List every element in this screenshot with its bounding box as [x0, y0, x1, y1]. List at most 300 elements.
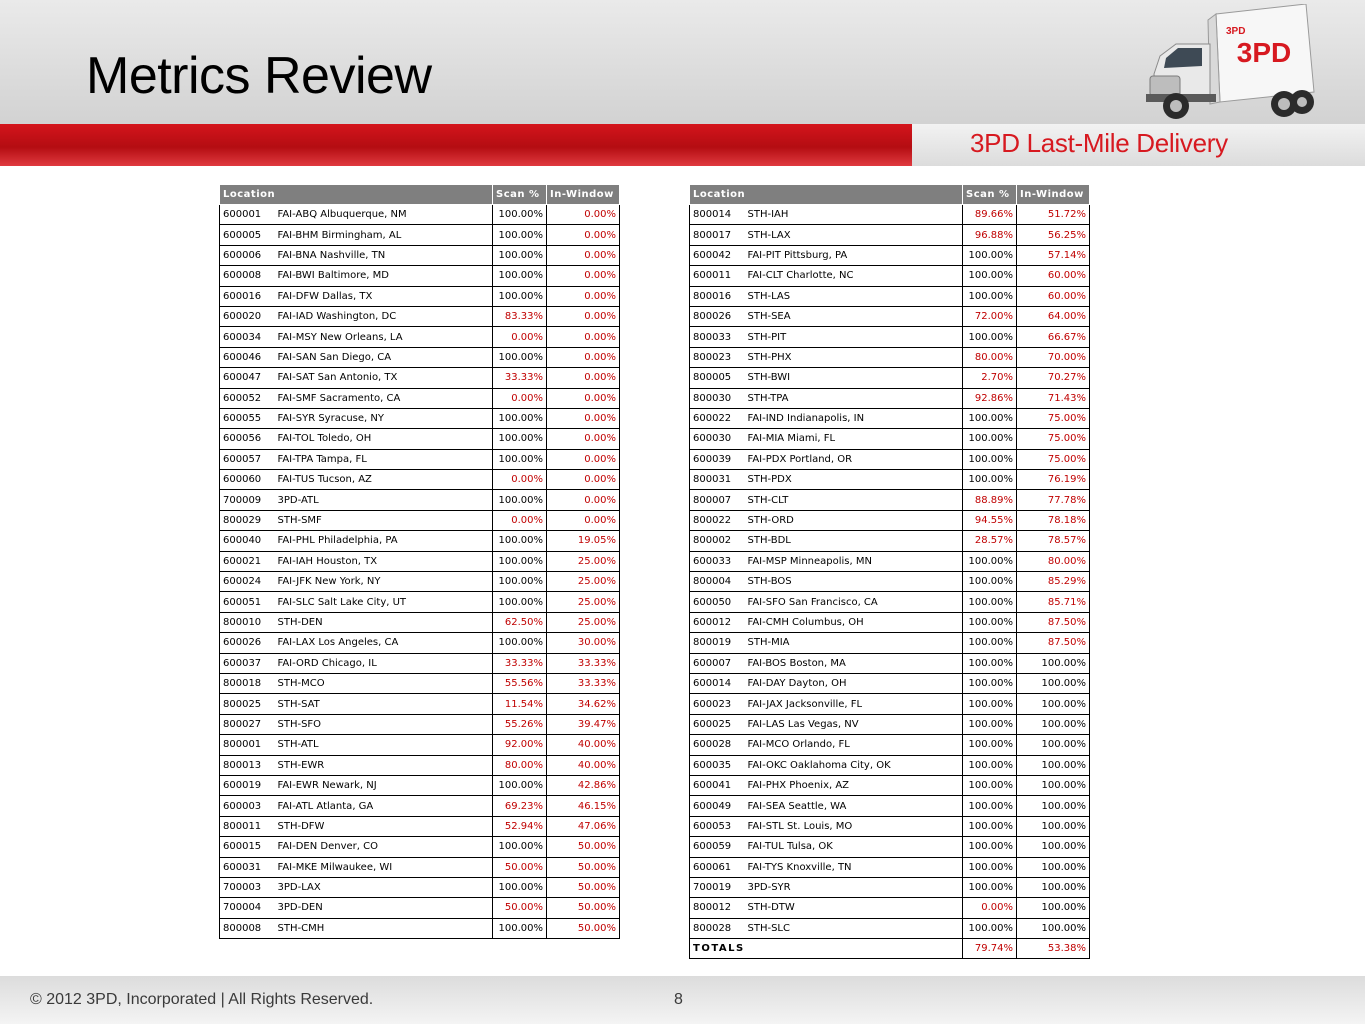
in-window-cell: 0.00% — [547, 286, 620, 306]
location-name-cell: FAI-CLT Charlotte, NC — [745, 266, 963, 286]
location-code-cell: 600059 — [690, 837, 745, 857]
location-code-cell: 600007 — [690, 653, 745, 673]
location-name-cell: STH-DFW — [275, 816, 493, 836]
location-code-cell: 600033 — [690, 551, 745, 571]
in-window-cell: 100.00% — [1017, 877, 1090, 897]
in-window-cell: 25.00% — [547, 592, 620, 612]
scan-percent-cell: 28.57% — [963, 531, 1017, 551]
location-name-cell: FAI-MKE Milwaukee, WI — [275, 857, 493, 877]
scan-header: Scan % — [963, 185, 1017, 205]
location-code-cell: 800017 — [690, 225, 745, 245]
location-name-cell: FAI-MIA Miami, FL — [745, 429, 963, 449]
location-code-cell: 600046 — [220, 347, 275, 367]
location-name-cell: FAI-SAN San Diego, CA — [275, 347, 493, 367]
table-row — [220, 898, 620, 918]
table-row — [690, 918, 1090, 938]
metrics-table-right — [689, 184, 1090, 959]
scan-percent-cell: 0.00% — [493, 388, 547, 408]
location-code-cell: 600025 — [690, 714, 745, 734]
location-code-cell: 800002 — [690, 531, 745, 551]
scan-percent-cell: 100.00% — [963, 592, 1017, 612]
in-window-cell: 50.00% — [547, 877, 620, 897]
table-row — [220, 857, 620, 877]
location-name-cell: FAI-ORD Chicago, IL — [275, 653, 493, 673]
in-window-cell: 56.25% — [1017, 225, 1090, 245]
in-window-cell: 100.00% — [1017, 898, 1090, 918]
in-window-cell: 70.27% — [1017, 368, 1090, 388]
table-row — [220, 755, 620, 775]
in-window-cell: 50.00% — [547, 837, 620, 857]
scan-percent-cell: 100.00% — [493, 490, 547, 510]
table-row — [220, 612, 620, 632]
in-window-cell: 0.00% — [547, 408, 620, 428]
table-row — [690, 490, 1090, 510]
in-window-cell: 100.00% — [1017, 714, 1090, 734]
location-code-cell: 600016 — [220, 286, 275, 306]
scan-percent-cell: 100.00% — [493, 775, 547, 795]
location-code-cell: 600056 — [220, 429, 275, 449]
in-window-cell: 19.05% — [547, 531, 620, 551]
location-code-cell: 600012 — [690, 612, 745, 632]
location-name-cell: STH-SMF — [275, 510, 493, 530]
location-name-cell: FAI-LAS Las Vegas, NV — [745, 714, 963, 734]
location-code-cell: 800030 — [690, 388, 745, 408]
in-window-cell: 33.33% — [547, 673, 620, 693]
in-window-cell: 25.00% — [547, 572, 620, 592]
table-row — [690, 653, 1090, 673]
in-window-cell: 39.47% — [547, 714, 620, 734]
in-window-cell: 100.00% — [1017, 918, 1090, 938]
table-row — [690, 449, 1090, 469]
svg-text:3PD: 3PD — [1236, 37, 1292, 68]
in-window-cell: 0.00% — [547, 490, 620, 510]
totals-label: TOTALS — [690, 939, 963, 959]
table-row — [690, 877, 1090, 897]
table-row — [220, 286, 620, 306]
scan-percent-cell: 100.00% — [493, 347, 547, 367]
location-name-cell: STH-BDL — [745, 531, 963, 551]
location-name-cell: FAI-TYS Knoxville, TN — [745, 857, 963, 877]
location-name-cell: STH-SFO — [275, 714, 493, 734]
location-name-cell: FAI-DAY Dayton, OH — [745, 673, 963, 693]
location-name-cell: FAI-SMF Sacramento, CA — [275, 388, 493, 408]
in-window-cell: 100.00% — [1017, 816, 1090, 836]
table-row — [690, 531, 1090, 551]
table-row — [220, 327, 620, 347]
location-code-cell: 600022 — [690, 408, 745, 428]
scan-percent-cell: 100.00% — [493, 245, 547, 265]
scan-percent-cell: 0.00% — [493, 470, 547, 490]
scan-percent-cell: 100.00% — [963, 714, 1017, 734]
in-window-cell: 0.00% — [547, 327, 620, 347]
in-window-cell: 80.00% — [1017, 551, 1090, 571]
location-code-cell: 600028 — [690, 735, 745, 755]
location-code-cell: 600041 — [690, 775, 745, 795]
in-window-cell: 100.00% — [1017, 694, 1090, 714]
table-header-row — [220, 185, 620, 205]
location-name-cell: FAI-TUS Tucson, AZ — [275, 470, 493, 490]
scan-percent-cell: 92.86% — [963, 388, 1017, 408]
scan-percent-cell: 100.00% — [493, 429, 547, 449]
location-name-cell: FAI-ATL Atlanta, GA — [275, 796, 493, 816]
table-row — [690, 612, 1090, 632]
red-accent-band — [0, 124, 912, 166]
location-code-cell: 600039 — [690, 449, 745, 469]
in-window-cell: 87.50% — [1017, 612, 1090, 632]
in-window-cell: 60.00% — [1017, 266, 1090, 286]
table-row — [220, 306, 620, 326]
scan-percent-cell: 72.00% — [963, 306, 1017, 326]
location-code-cell: 800008 — [220, 918, 275, 938]
location-code-cell: 800004 — [690, 572, 745, 592]
location-code-cell: 600052 — [220, 388, 275, 408]
location-code-cell: 600042 — [690, 245, 745, 265]
table-row — [690, 347, 1090, 367]
location-code-cell: 800012 — [690, 898, 745, 918]
location-code-cell: 800019 — [690, 633, 745, 653]
in-window-cell: 60.00% — [1017, 286, 1090, 306]
scan-percent-cell: 100.00% — [493, 572, 547, 592]
table-row — [220, 531, 620, 551]
location-name-cell: FAI-SAT San Antonio, TX — [275, 368, 493, 388]
in-window-cell: 78.57% — [1017, 531, 1090, 551]
in-window-cell: 75.00% — [1017, 408, 1090, 428]
location-code-cell: 700009 — [220, 490, 275, 510]
location-name-cell: FAI-OKC Oaklahoma City, OK — [745, 755, 963, 775]
scan-percent-cell: 100.00% — [493, 877, 547, 897]
location-code-cell: 600021 — [220, 551, 275, 571]
location-code-cell: 700004 — [220, 898, 275, 918]
in-window-header: In-Window — [1017, 185, 1090, 205]
location-name-cell: 3PD-DEN — [275, 898, 493, 918]
scan-percent-cell: 100.00% — [963, 470, 1017, 490]
location-name-cell: 3PD-SYR — [745, 877, 963, 897]
location-name-cell: FAI-EWR Newark, NJ — [275, 775, 493, 795]
location-code-cell: 800028 — [690, 918, 745, 938]
location-name-cell: FAI-DFW Dallas, TX — [275, 286, 493, 306]
copyright-text: © 2012 3PD, Incorporated | All Rights Reserved. — [30, 991, 374, 1008]
location-name-cell: FAI-TOL Toledo, OH — [275, 429, 493, 449]
in-window-cell: 75.00% — [1017, 449, 1090, 469]
location-name-cell: STH-PIT — [745, 327, 963, 347]
scan-percent-cell: 50.00% — [493, 898, 547, 918]
location-name-cell: STH-CMH — [275, 918, 493, 938]
location-name-cell: FAI-SLC Salt Lake City, UT — [275, 592, 493, 612]
location-name-cell: FAI-BOS Boston, MA — [745, 653, 963, 673]
location-name-cell: FAI-PDX Portland, OR — [745, 449, 963, 469]
table-row — [220, 816, 620, 836]
location-name-cell: STH-PHX — [745, 347, 963, 367]
in-window-cell: 57.14% — [1017, 245, 1090, 265]
location-name-cell: STH-BOS — [745, 572, 963, 592]
scan-percent-cell: 100.00% — [963, 673, 1017, 693]
table-row — [690, 898, 1090, 918]
scan-percent-cell: 88.89% — [963, 490, 1017, 510]
location-code-cell: 600040 — [220, 531, 275, 551]
location-name-cell: STH-PDX — [745, 470, 963, 490]
in-window-cell: 0.00% — [547, 306, 620, 326]
scan-percent-cell: 89.66% — [963, 205, 1017, 225]
scan-percent-cell: 100.00% — [493, 286, 547, 306]
table-row — [690, 205, 1090, 225]
table-row — [690, 551, 1090, 571]
scan-percent-cell: 55.56% — [493, 673, 547, 693]
table-header-row — [690, 185, 1090, 205]
totals-in-window-cell: 53.38% — [1017, 939, 1090, 959]
table-row — [220, 877, 620, 897]
scan-percent-cell: 100.00% — [493, 918, 547, 938]
location-name-cell: FAI-JAX Jacksonville, FL — [745, 694, 963, 714]
scan-percent-cell: 50.00% — [493, 857, 547, 877]
scan-percent-cell: 33.33% — [493, 653, 547, 673]
location-code-cell: 600014 — [690, 673, 745, 693]
location-code-cell: 800013 — [220, 755, 275, 775]
location-name-cell: STH-LAS — [745, 286, 963, 306]
location-code-cell: 600049 — [690, 796, 745, 816]
location-code-cell: 600034 — [220, 327, 275, 347]
in-window-cell: 34.62% — [547, 694, 620, 714]
location-name-cell: FAI-TUL Tulsa, OK — [745, 837, 963, 857]
in-window-cell: 0.00% — [547, 347, 620, 367]
location-code-cell: 800026 — [690, 306, 745, 326]
location-code-cell: 600020 — [220, 306, 275, 326]
table-row — [690, 796, 1090, 816]
location-name-cell: FAI-PHL Philadelphia, PA — [275, 531, 493, 551]
table-row — [220, 429, 620, 449]
table-row — [690, 245, 1090, 265]
scan-percent-cell: 100.00% — [493, 551, 547, 571]
location-code-cell: 600053 — [690, 816, 745, 836]
in-window-cell: 50.00% — [547, 898, 620, 918]
location-name-cell: STH-TPA — [745, 388, 963, 408]
location-code-cell: 600026 — [220, 633, 275, 653]
table-row — [690, 673, 1090, 693]
location-code-cell: 700019 — [690, 877, 745, 897]
table-row — [690, 592, 1090, 612]
in-window-cell: 0.00% — [547, 266, 620, 286]
scan-percent-cell: 11.54% — [493, 694, 547, 714]
table-row — [690, 816, 1090, 836]
location-name-cell: FAI-MSY New Orleans, LA — [275, 327, 493, 347]
location-code-cell: 600023 — [690, 694, 745, 714]
in-window-cell: 40.00% — [547, 735, 620, 755]
location-code-cell: 600051 — [220, 592, 275, 612]
location-name-cell: 3PD-LAX — [275, 877, 493, 897]
location-name-cell: FAI-IND Indianapolis, IN — [745, 408, 963, 428]
in-window-cell: 50.00% — [547, 918, 620, 938]
table-row — [220, 266, 620, 286]
location-name-cell: STH-SAT — [275, 694, 493, 714]
in-window-cell: 0.00% — [547, 368, 620, 388]
location-code-cell: 600050 — [690, 592, 745, 612]
scan-percent-cell: 100.00% — [963, 429, 1017, 449]
location-name-cell: FAI-DEN Denver, CO — [275, 837, 493, 857]
table-row — [220, 918, 620, 938]
in-window-cell: 76.19% — [1017, 470, 1090, 490]
location-name-cell: STH-MCO — [275, 673, 493, 693]
scan-percent-cell: 0.00% — [493, 327, 547, 347]
scan-percent-cell: 100.00% — [963, 245, 1017, 265]
in-window-cell: 25.00% — [547, 551, 620, 571]
svg-text:3PD: 3PD — [1226, 26, 1246, 37]
scan-percent-cell: 100.00% — [963, 877, 1017, 897]
location-code-cell: 600003 — [220, 796, 275, 816]
location-name-cell: STH-DTW — [745, 898, 963, 918]
location-code-cell: 600047 — [220, 368, 275, 388]
table-row — [220, 796, 620, 816]
brand-name: 3PD Last-Mile Delivery — [970, 128, 1228, 158]
scan-percent-cell: 100.00% — [963, 796, 1017, 816]
scan-percent-cell: 100.00% — [963, 735, 1017, 755]
in-window-cell: 25.00% — [547, 612, 620, 632]
table-row — [690, 694, 1090, 714]
location-name-cell: FAI-PIT Pittsburg, PA — [745, 245, 963, 265]
in-window-cell: 77.78% — [1017, 490, 1090, 510]
location-code-cell: 600060 — [220, 470, 275, 490]
table-row — [690, 633, 1090, 653]
location-code-cell: 800023 — [690, 347, 745, 367]
scan-percent-cell: 33.33% — [493, 368, 547, 388]
location-code-cell: 600035 — [690, 755, 745, 775]
table-row — [690, 408, 1090, 428]
scan-percent-cell: 100.00% — [963, 266, 1017, 286]
location-header: Location — [690, 185, 963, 205]
in-window-cell: 33.33% — [547, 653, 620, 673]
location-code-cell: 600015 — [220, 837, 275, 857]
location-name-cell: 3PD-ATL — [275, 490, 493, 510]
location-name-cell: FAI-JFK New York, NY — [275, 572, 493, 592]
table-row — [220, 245, 620, 265]
location-code-cell: 800011 — [220, 816, 275, 836]
scan-percent-cell: 100.00% — [493, 633, 547, 653]
location-code-cell: 800001 — [220, 735, 275, 755]
page-number: 8 — [674, 991, 683, 1008]
in-window-cell: 51.72% — [1017, 205, 1090, 225]
table-row — [220, 653, 620, 673]
location-name-cell: FAI-BNA Nashville, TN — [275, 245, 493, 265]
location-name-cell: FAI-IAD Washington, DC — [275, 306, 493, 326]
location-code-cell: 800027 — [220, 714, 275, 734]
table-row — [690, 837, 1090, 857]
location-name-cell: STH-LAX — [745, 225, 963, 245]
in-window-cell: 40.00% — [547, 755, 620, 775]
location-name-cell: FAI-MSP Minneapolis, MN — [745, 551, 963, 571]
scan-percent-cell: 0.00% — [493, 510, 547, 530]
location-name-cell: FAI-SYR Syracuse, NY — [275, 408, 493, 428]
location-name-cell: STH-ATL — [275, 735, 493, 755]
location-name-cell: STH-BWI — [745, 368, 963, 388]
table-row — [690, 572, 1090, 592]
in-window-cell: 50.00% — [547, 857, 620, 877]
scan-percent-cell: 100.00% — [963, 449, 1017, 469]
table-row — [220, 837, 620, 857]
in-window-cell: 0.00% — [547, 510, 620, 530]
scan-header: Scan % — [493, 185, 547, 205]
table-row — [690, 429, 1090, 449]
location-code-cell: 600037 — [220, 653, 275, 673]
location-name-cell: FAI-LAX Los Angeles, CA — [275, 633, 493, 653]
location-code-cell: 800016 — [690, 286, 745, 306]
scan-percent-cell: 100.00% — [493, 449, 547, 469]
scan-percent-cell: 100.00% — [963, 775, 1017, 795]
scan-percent-cell: 100.00% — [493, 225, 547, 245]
in-window-cell: 100.00% — [1017, 673, 1090, 693]
location-name-cell: STH-MIA — [745, 633, 963, 653]
location-name-cell: FAI-SFO San Francisco, CA — [745, 592, 963, 612]
table-row — [690, 775, 1090, 795]
in-window-cell: 100.00% — [1017, 775, 1090, 795]
table-row — [220, 388, 620, 408]
location-code-cell: 600006 — [220, 245, 275, 265]
table-row — [220, 633, 620, 653]
in-window-cell: 0.00% — [547, 205, 620, 225]
in-window-cell: 70.00% — [1017, 347, 1090, 367]
location-name-cell: STH-DEN — [275, 612, 493, 632]
location-code-cell: 600031 — [220, 857, 275, 877]
table-row — [690, 327, 1090, 347]
location-code-cell: 800005 — [690, 368, 745, 388]
scan-percent-cell: 100.00% — [493, 837, 547, 857]
in-window-cell: 47.06% — [547, 816, 620, 836]
table-row — [690, 388, 1090, 408]
scan-percent-cell: 100.00% — [493, 266, 547, 286]
location-code-cell: 800022 — [690, 510, 745, 530]
in-window-cell: 0.00% — [547, 388, 620, 408]
in-window-cell: 0.00% — [547, 429, 620, 449]
location-code-cell: 600001 — [220, 205, 275, 225]
in-window-cell: 100.00% — [1017, 857, 1090, 877]
scan-percent-cell: 100.00% — [963, 694, 1017, 714]
table-row — [690, 286, 1090, 306]
table-row — [690, 755, 1090, 775]
table-row — [690, 306, 1090, 326]
scan-percent-cell: 100.00% — [963, 612, 1017, 632]
location-code-cell: 800018 — [220, 673, 275, 693]
location-name-cell: FAI-TPA Tampa, FL — [275, 449, 493, 469]
scan-percent-cell: 100.00% — [963, 551, 1017, 571]
in-window-cell: 71.43% — [1017, 388, 1090, 408]
scan-percent-cell: 100.00% — [493, 408, 547, 428]
scan-percent-cell: 94.55% — [963, 510, 1017, 530]
table-row — [220, 490, 620, 510]
location-code-cell: 800029 — [220, 510, 275, 530]
location-code-cell: 600030 — [690, 429, 745, 449]
location-name-cell: FAI-CMH Columbus, OH — [745, 612, 963, 632]
location-name-cell: FAI-PHX Phoenix, AZ — [745, 775, 963, 795]
location-name-cell: FAI-STL St. Louis, MO — [745, 816, 963, 836]
table-row — [220, 408, 620, 428]
in-window-cell: 75.00% — [1017, 429, 1090, 449]
scan-percent-cell: 100.00% — [963, 572, 1017, 592]
in-window-cell: 0.00% — [547, 449, 620, 469]
scan-percent-cell: 55.26% — [493, 714, 547, 734]
location-code-cell: 800031 — [690, 470, 745, 490]
scan-percent-cell: 100.00% — [493, 205, 547, 225]
scan-percent-cell: 100.00% — [963, 633, 1017, 653]
scan-percent-cell: 100.00% — [963, 327, 1017, 347]
scan-percent-cell: 100.00% — [493, 592, 547, 612]
location-name-cell: STH-ORD — [745, 510, 963, 530]
in-window-cell: 100.00% — [1017, 755, 1090, 775]
in-window-header: In-Window — [547, 185, 620, 205]
location-code-cell: 600011 — [690, 266, 745, 286]
in-window-cell: 64.00% — [1017, 306, 1090, 326]
in-window-cell: 42.86% — [547, 775, 620, 795]
table-row — [220, 572, 620, 592]
location-name-cell: STH-SLC — [745, 918, 963, 938]
location-code-cell: 600008 — [220, 266, 275, 286]
in-window-cell: 100.00% — [1017, 837, 1090, 857]
